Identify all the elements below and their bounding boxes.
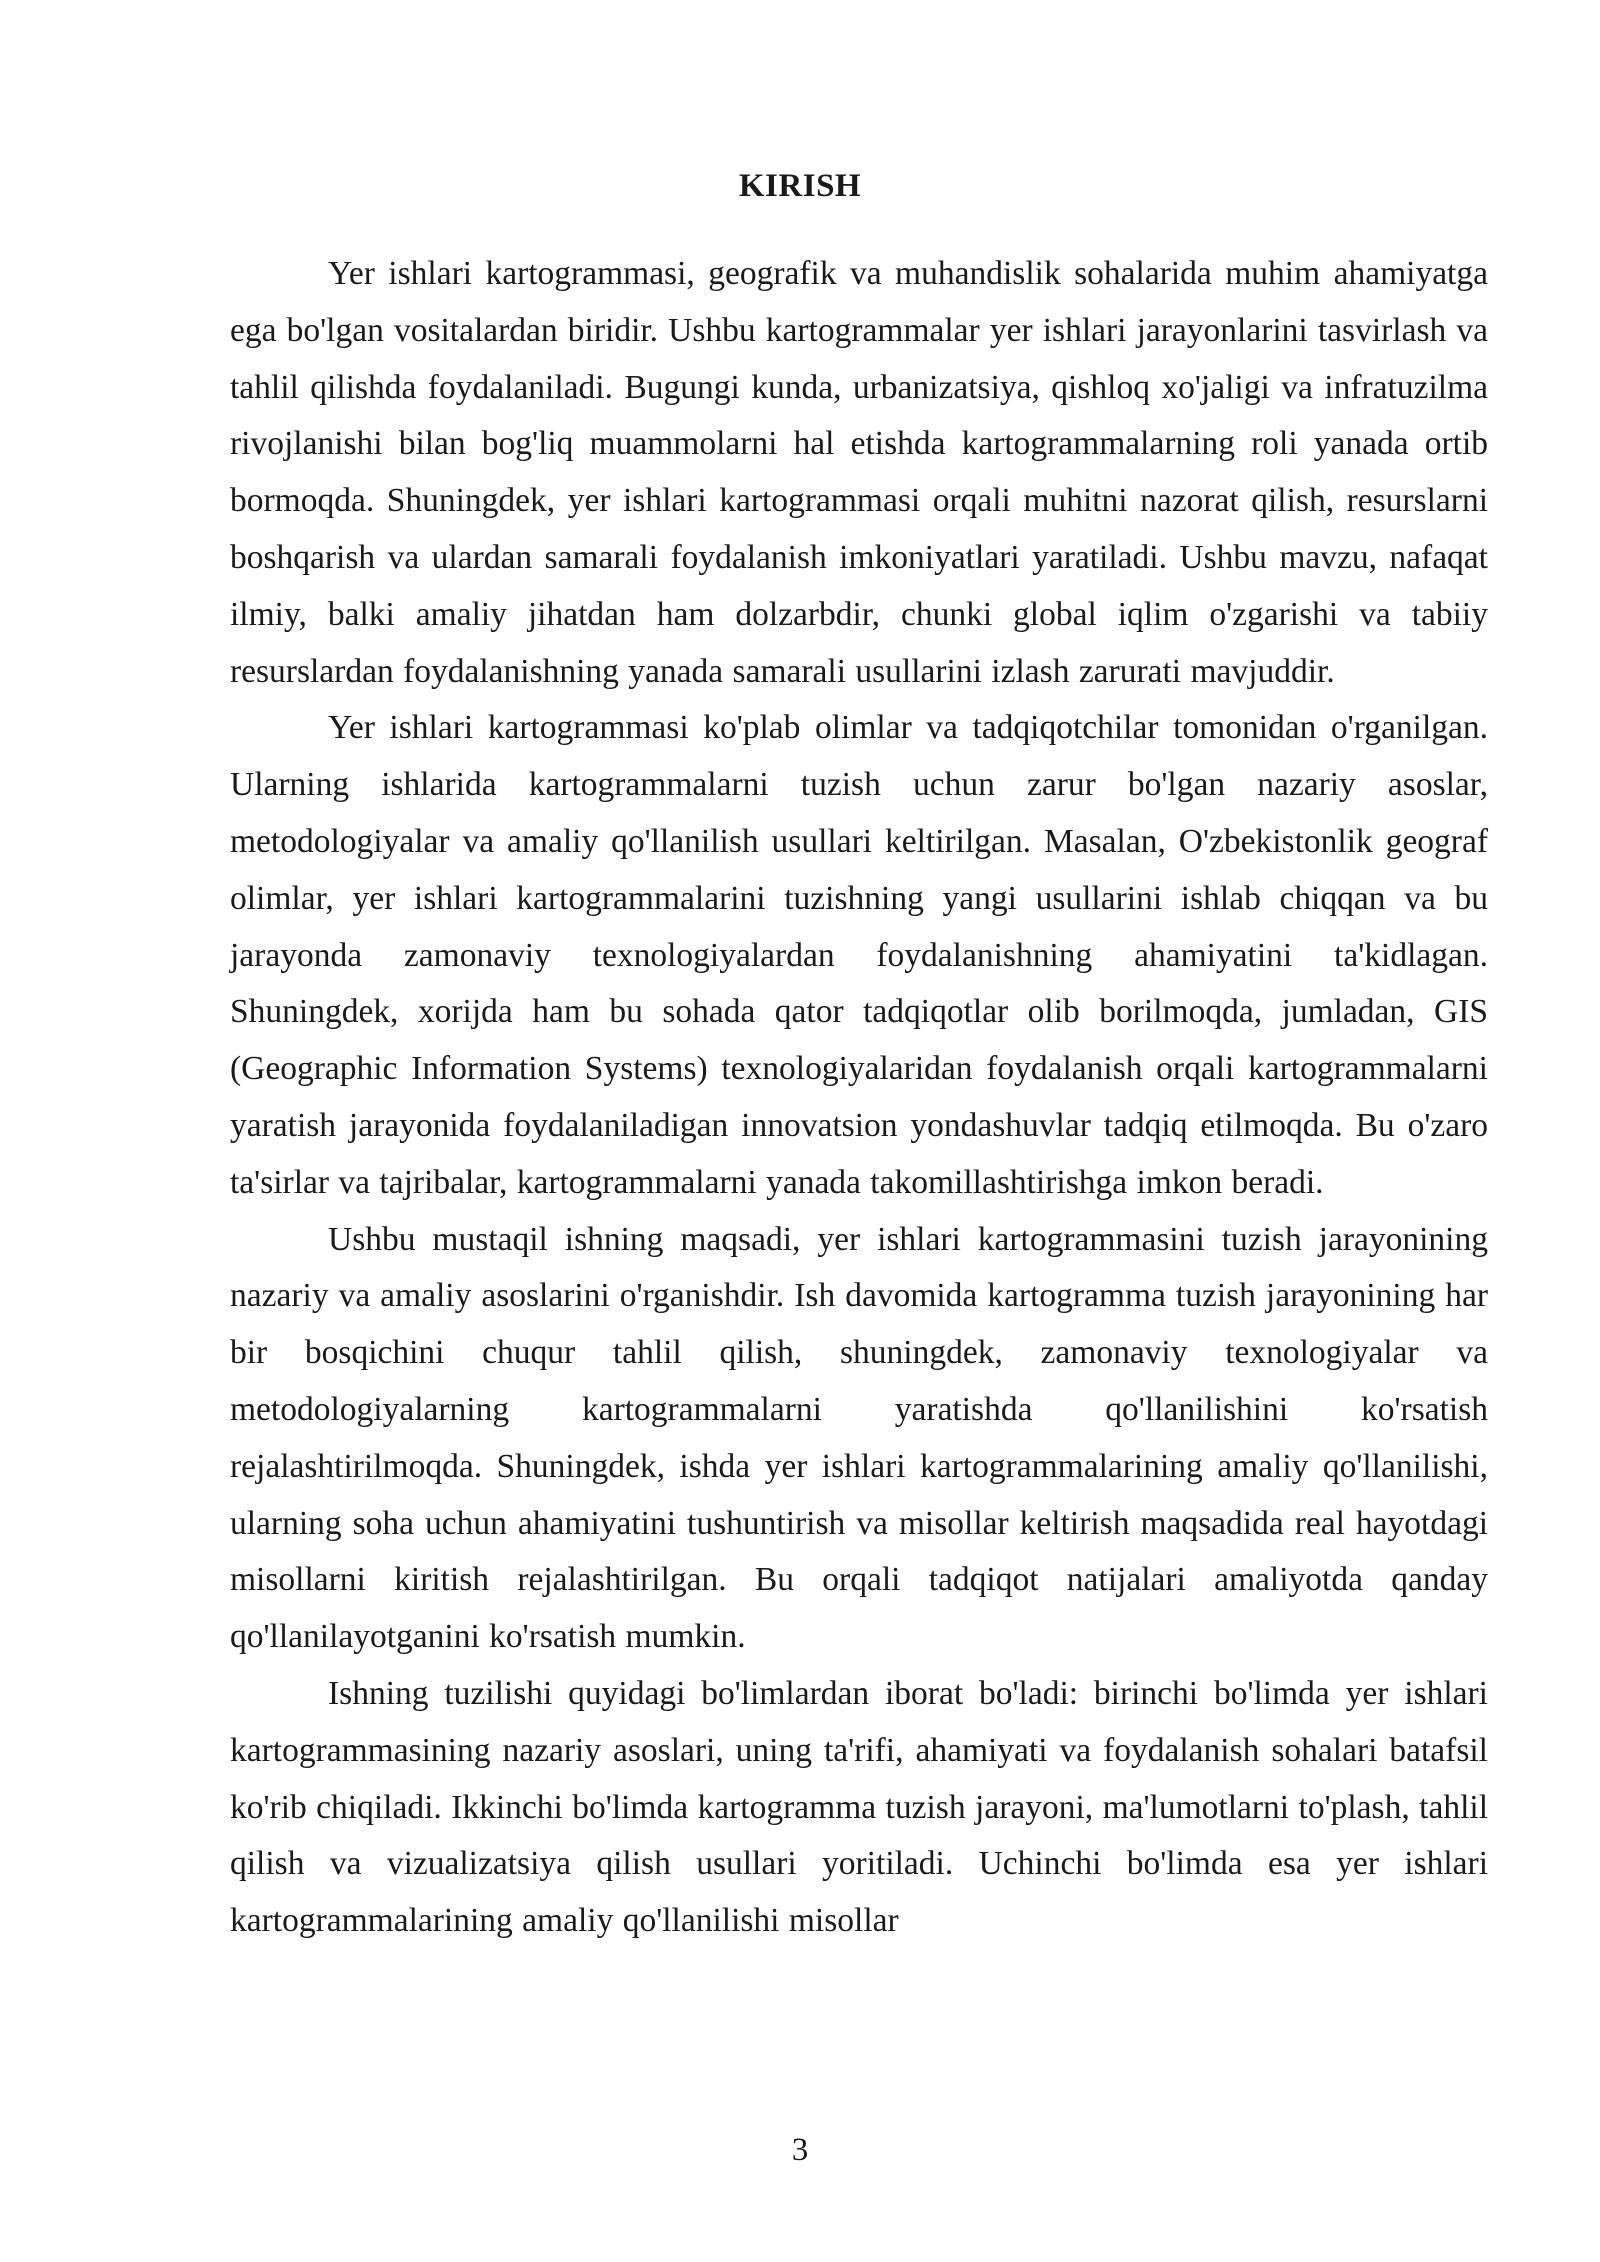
section-heading: KIRISH <box>738 168 862 204</box>
paragraph-1: Yer ishlari kartogrammasi, geografik va muhandislik sohalarida muhim ahamiyatga ega bo'lgan vositalardan biridir. Ushbu kartogrammalar yer ishlari jarayonlarini tasvirlash va tahlil qilishda foydalaniladi. Bugungi kunda, urbanizatsiya, qishloq xo'jaligi va infratuzilma rivojlanishi bilan bog'liq muammolarni hal etishda kartogrammalarning roli yanada ortib bormoqda. Shuningdek, yer ishlari kartogrammasi orqali muhitni nazorat qilish, resurslarni boshqarish va ulardan samarali foydalanish imkoniyatlari yaratiladi. Ushbu mavzu, nafaqat ilmiy, balki amaliy jihatdan ham dolzarbdir, chunki global iqlim o'zgarishi va tabiiy resurslardan foydalanishning yanada samarali usullarini izlash zarurati mavjuddir. <box>230 255 1488 690</box>
paragraph-2: Yer ishlari kartogrammasi ko'plab olimlar va tadqiqotchilar tomonidan o'rganilgan. Ularning ishlarida kartogrammalarni tuzish uchun zarur bo'lgan nazariy asoslar, metodologiyalar va amaliy qo'llanilish usullari keltirilgan. Masalan, O'zbekistonlik geograf olimlar, yer ishlari kartogrammalarini tuzishning yangi usullarini ishlab chiqqan va bu jarayonda zamonaviy texnologiyalardan foydalanishning ahamiyatini ta'kidlagan. Shuningdek, xorijda ham bu sohada qator tadqiqotlar olib borilmoqda, jumladan, GIS (Geographic Information Systems) texnologiyalaridan foydalanish orqali kartogrammalarni yaratish jarayonida foydalaniladigan innovatsion yondashuvlar tadqiq etilmoqda. Bu o'zaro ta'sirlar va tajribalar, kartogrammalarni yanada takomillashtirishga imkon beradi. <box>230 709 1488 1201</box>
page-number: 3 <box>791 2132 809 2168</box>
paragraph-4: Ishning tuzilishi quyidagi bo'limlardan iborat bo'ladi: birinchi bo'limda yer ishlari kartogrammasining nazariy asoslari, uning ta'rifi, ahamiyati va foydalanish sohalari batafsil ko'rib chiqiladi. Ikkinchi bo'limda kartogramma tuzish jarayoni, ma'lumotlarni to'plash, tahlil qilish va vizualizatsiya qilish usullari yoritiladi. Uchinchi bo'limda esa yer ishlari kartogrammalarining amaliy qo'llanilishi misollar <box>230 1674 1488 1940</box>
body-text <box>230 246 1488 1950</box>
paragraph-3: Ushbu mustaqil ishning maqsadi, yer ishlari kartogrammasini tuzish jarayonining nazariy va amaliy asoslarini o'rganishdir. Ish davomida kartogramma tuzish jarayonining har bir bosqichini chuqur tahlil qilish, shuningdek, zamonaviy texnologiyalar va metodologiyalarning kartogrammalarni yaratishda qo'llanilishini ko'rsatish rejalashtirilmoqda. Shuningdek, ishda yer ishlari kartogrammalarining amaliy qo'llanilishi, ularning soha uchun ahamiyatini tushuntirish va misollar keltirish maqsadida real hayotdagi misollarni kiritish rejalashtirilgan. Bu orqali tadqiqot natijalari amaliyotda qanday qo'llanilayotganini ko'rsatish mumkin. <box>230 1220 1488 1656</box>
